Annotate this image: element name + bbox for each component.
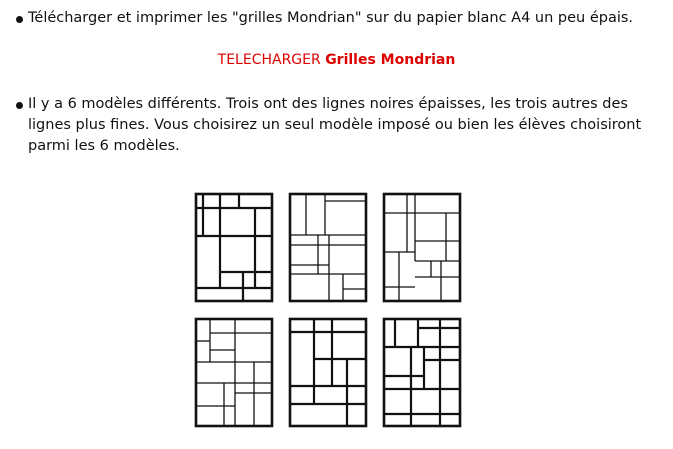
bullet-icon [16,16,23,23]
grille-1 [194,192,274,303]
download-link[interactable] [0,52,673,68]
grille-6 [382,317,462,428]
instruction-text: Télécharger et imprimer les "grilles Mondrian" sur du papier blanc A4 un peu épais. [28,10,634,26]
grid-border [196,194,272,301]
grille-3 [382,192,462,303]
grille-5 [288,317,368,428]
list-item [16,8,656,29]
grid-border [290,194,366,301]
download-name: Grilles Mondrian [325,52,456,68]
grid-border [290,319,366,426]
instruction-text: Il y a 6 modèles différents. Trois ont des lignes noires épaisses, les trois autres des lignes plus fines. Vous choisirez un seul modèle imposé ou bien les élèves choisiront parmi les 6 modèles. [28,96,642,154]
bullet-icon [16,102,23,109]
download-prefix: TELECHARGER [217,52,321,68]
grid-border [196,319,272,426]
list-item [16,94,656,157]
grid-border [384,194,460,301]
grille-2 [288,192,368,303]
grille-4 [194,317,274,428]
